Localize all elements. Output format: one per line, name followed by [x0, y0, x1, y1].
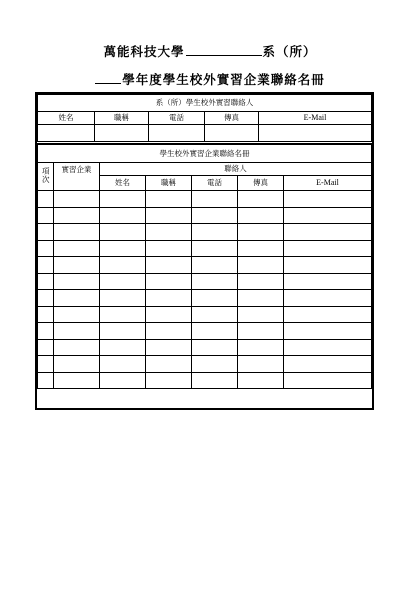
index-cell[interactable]	[38, 306, 54, 323]
dept-phone-cell[interactable]	[149, 125, 205, 143]
contact-title-cell[interactable]	[146, 240, 192, 257]
contact-email-cell[interactable]	[284, 306, 372, 323]
contact-phone-cell[interactable]	[192, 356, 238, 373]
contact-title-cell[interactable]	[146, 339, 192, 356]
document-title: 學年度學生校外實習企業聯絡名冊	[122, 72, 325, 87]
contact-name-cell[interactable]	[100, 323, 146, 340]
dept-col-fax: 傳真	[205, 112, 259, 125]
index-cell[interactable]	[38, 323, 54, 340]
contact-email-cell[interactable]	[284, 290, 372, 307]
contact-phone-cell[interactable]	[192, 273, 238, 290]
contact-phone-cell[interactable]	[192, 372, 238, 389]
company-cell[interactable]	[54, 356, 100, 373]
index-cell[interactable]	[38, 191, 54, 208]
contact-name-cell[interactable]	[100, 356, 146, 373]
contact-email-cell[interactable]	[284, 257, 372, 274]
form-frame	[35, 92, 374, 410]
dept-name-cell[interactable]	[38, 125, 95, 143]
dept-col-email: E-Mail	[259, 112, 372, 125]
index-cell[interactable]	[38, 207, 54, 224]
index-header	[38, 163, 54, 191]
index-cell[interactable]	[38, 356, 54, 373]
contact-phone-cell[interactable]	[192, 323, 238, 340]
contact-fax-cell[interactable]	[238, 207, 284, 224]
contact-title-cell[interactable]	[146, 257, 192, 274]
department-contact-table	[37, 94, 372, 144]
contact-fax-cell[interactable]	[238, 290, 284, 307]
contact-title-cell[interactable]	[146, 290, 192, 307]
department-contact-title: 系（所）學生校外實習聯絡人	[38, 95, 372, 112]
contact-fax-cell[interactable]	[238, 356, 284, 373]
contact-name-cell[interactable]	[100, 273, 146, 290]
contact-name-cell[interactable]	[100, 290, 146, 307]
contact-title-cell[interactable]	[146, 191, 192, 208]
contact-title-cell[interactable]	[146, 207, 192, 224]
company-col-email: E-Mail	[284, 176, 372, 191]
index-label: 項次	[41, 167, 51, 185]
company-cell[interactable]	[54, 306, 100, 323]
document-title-line-1	[0, 42, 420, 60]
table-row	[38, 257, 372, 274]
contact-email-cell[interactable]	[284, 191, 372, 208]
dept-title-cell[interactable]	[95, 125, 149, 143]
contact-fax-cell[interactable]	[238, 339, 284, 356]
index-cell[interactable]	[38, 240, 54, 257]
contact-name-cell[interactable]	[100, 306, 146, 323]
company-col-name: 姓名	[100, 176, 146, 191]
document-title-line-2	[0, 70, 420, 88]
contact-fax-cell[interactable]	[238, 372, 284, 389]
dept-col-name: 姓名	[38, 112, 95, 125]
contact-email-cell[interactable]	[284, 224, 372, 241]
table-row	[38, 356, 372, 373]
contact-phone-cell[interactable]	[192, 257, 238, 274]
table-row	[38, 240, 372, 257]
company-cell[interactable]	[54, 257, 100, 274]
contact-phone-cell[interactable]	[192, 240, 238, 257]
contact-name-cell[interactable]	[100, 257, 146, 274]
contact-email-cell[interactable]	[284, 339, 372, 356]
contact-name-cell[interactable]	[100, 339, 146, 356]
index-cell[interactable]	[38, 224, 54, 241]
contact-phone-cell[interactable]	[192, 207, 238, 224]
contact-fax-cell[interactable]	[238, 257, 284, 274]
company-cell[interactable]	[54, 339, 100, 356]
contact-name-cell[interactable]	[100, 224, 146, 241]
company-col-title: 職稱	[146, 176, 192, 191]
contact-title-cell[interactable]	[146, 372, 192, 389]
contact-name-cell[interactable]	[100, 207, 146, 224]
contact-phone-cell[interactable]	[192, 191, 238, 208]
company-col-phone: 電話	[192, 176, 238, 191]
contact-fax-cell[interactable]	[238, 323, 284, 340]
company-cell[interactable]	[54, 273, 100, 290]
dept-email-cell[interactable]	[259, 125, 372, 143]
contact-name-cell[interactable]	[100, 372, 146, 389]
company-cell[interactable]	[54, 191, 100, 208]
dept-col-title: 職稱	[95, 112, 149, 125]
contact-group-header: 聯絡人	[100, 163, 372, 176]
company-cell[interactable]	[54, 323, 100, 340]
department-suffix: 系（所）	[262, 44, 317, 59]
contact-phone-cell[interactable]	[192, 290, 238, 307]
contact-phone-cell[interactable]	[192, 224, 238, 241]
table-row	[38, 273, 372, 290]
company-cell[interactable]	[54, 207, 100, 224]
contact-name-cell[interactable]	[100, 240, 146, 257]
contact-email-cell[interactable]	[284, 207, 372, 224]
table-row	[38, 339, 372, 356]
table-row	[38, 191, 372, 208]
contact-fax-cell[interactable]	[238, 240, 284, 257]
contact-email-cell[interactable]	[284, 323, 372, 340]
contact-name-cell[interactable]	[100, 191, 146, 208]
index-cell[interactable]	[38, 273, 54, 290]
index-cell[interactable]	[38, 372, 54, 389]
table-row	[38, 323, 372, 340]
company-contact-title: 學生校外實習企業聯絡名冊	[38, 145, 372, 163]
contact-phone-cell[interactable]	[192, 339, 238, 356]
contact-title-cell[interactable]	[146, 306, 192, 323]
table-row	[38, 224, 372, 241]
dept-col-phone: 電話	[149, 112, 205, 125]
department-blank	[186, 44, 262, 56]
contact-title-cell[interactable]	[146, 323, 192, 340]
contact-phone-cell[interactable]	[192, 306, 238, 323]
university-name: 萬能科技大學	[103, 44, 185, 59]
company-cell[interactable]	[54, 224, 100, 241]
company-contact-table	[37, 144, 372, 389]
company-cell[interactable]	[54, 372, 100, 389]
contact-email-cell[interactable]	[284, 240, 372, 257]
contact-fax-cell[interactable]	[238, 224, 284, 241]
company-header: 實習企業	[54, 163, 100, 191]
contact-title-cell[interactable]	[146, 356, 192, 373]
contact-email-cell[interactable]	[284, 372, 372, 389]
company-col-fax: 傳真	[238, 176, 284, 191]
company-cell[interactable]	[54, 290, 100, 307]
company-cell[interactable]	[54, 240, 100, 257]
academic-year-blank	[95, 72, 121, 84]
index-cell[interactable]	[38, 290, 54, 307]
contact-fax-cell[interactable]	[238, 273, 284, 290]
contact-fax-cell[interactable]	[238, 306, 284, 323]
dept-fax-cell[interactable]	[205, 125, 259, 143]
contact-title-cell[interactable]	[146, 273, 192, 290]
contact-email-cell[interactable]	[284, 273, 372, 290]
contact-fax-cell[interactable]	[238, 191, 284, 208]
contact-email-cell[interactable]	[284, 356, 372, 373]
index-cell[interactable]	[38, 339, 54, 356]
table-row	[38, 290, 372, 307]
index-cell[interactable]	[38, 257, 54, 274]
table-row	[38, 372, 372, 389]
table-row	[38, 207, 372, 224]
table-row	[38, 306, 372, 323]
contact-title-cell[interactable]	[146, 224, 192, 241]
